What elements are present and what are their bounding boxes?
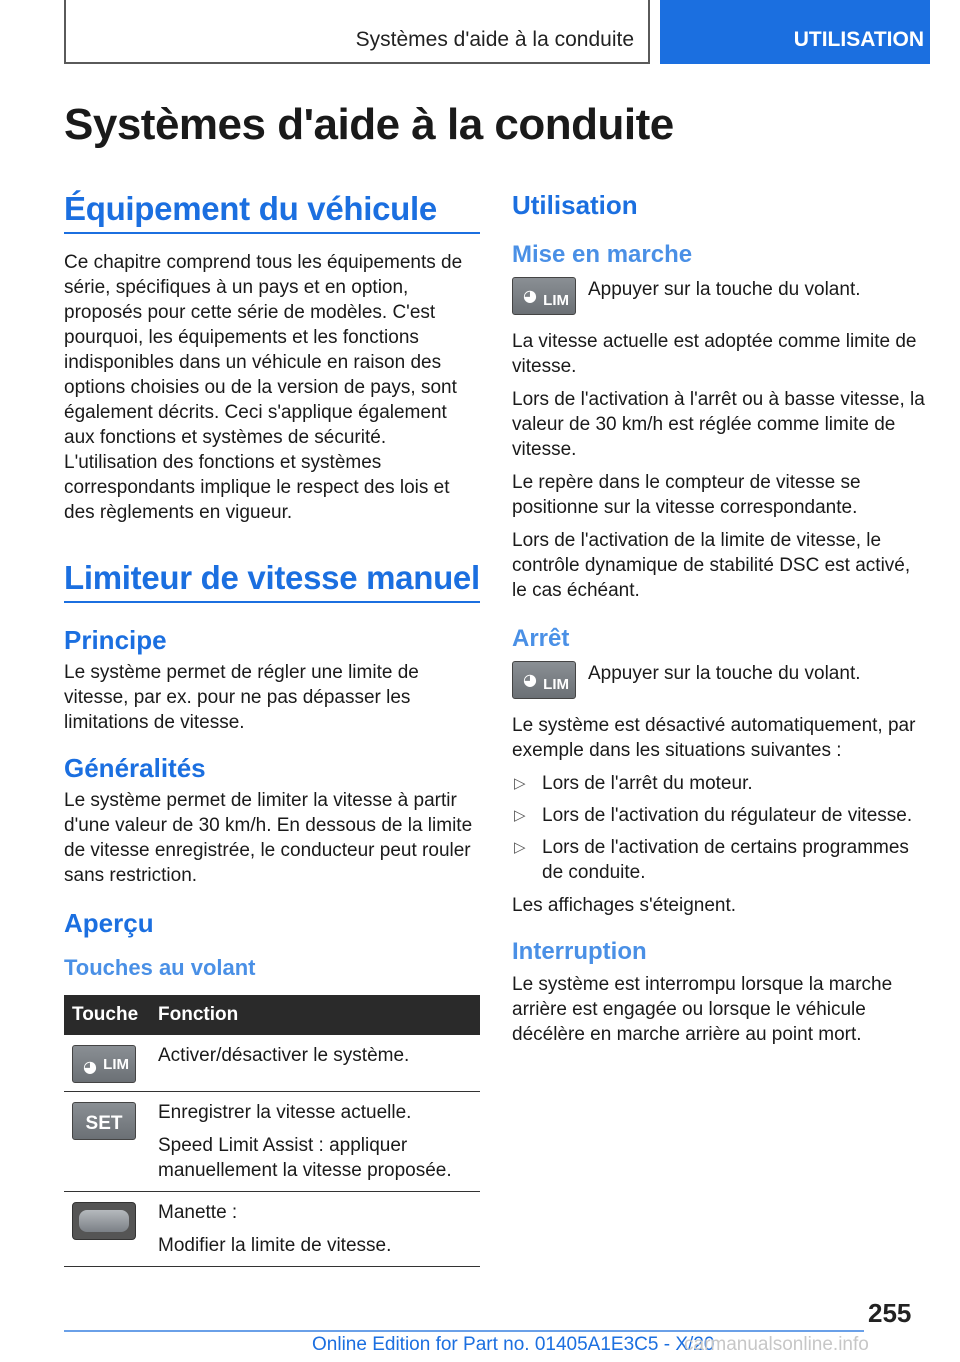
table-header-row (64, 995, 480, 1035)
footer-edition: Online Edition for Part no. 01405A1E3C5 - X/20 (312, 1334, 715, 1355)
general-text: Le système permet de limiter la vitesse à partir d'une valeur de 30 km/h. En dessous de la limite de vitesse enregistrée, le conducteur peut rouler sans restriction. (64, 790, 473, 886)
principe-text: Le système permet de régler une limite de vitesse, par ex. pour ne pas dépasser les limitations de vitesse. (64, 662, 419, 733)
start-text-4: Lors de l'activation de la limite de vitesse, le contrôle dynamique de stabilité DSC est activé, le cas échéant. (512, 530, 911, 601)
apercu-heading: Aperçu (64, 908, 154, 938)
general-heading: Généralités (64, 753, 206, 783)
right-column (512, 190, 930, 1047)
limiter-heading: Limiteur de vitesse manuel (64, 559, 480, 603)
row-function-text: Manette : (158, 1202, 238, 1223)
principe-heading: Principe (64, 625, 167, 655)
col-touche-header: Touche (64, 995, 150, 1035)
start-heading: Mise en marche (512, 241, 693, 268)
set-button-icon: SET (72, 1102, 136, 1140)
left-column (64, 190, 480, 1267)
footer-divider (64, 1330, 864, 1332)
stop-heading: Arrêt (512, 625, 570, 652)
stop-text-1: Le système est désactivé automatiquement, par exemple dans les situations suivantes : (512, 715, 916, 761)
start-action (512, 277, 930, 315)
touches-heading: Touches au volant (64, 955, 256, 980)
stop-action-text: Appuyer sur la touche du volant. (588, 663, 861, 684)
list-item: ▷ Lors de l'activation de certains programmes de conduite. (512, 835, 930, 885)
page-number: 255 (868, 1298, 912, 1328)
col-fonction-header: Fonction (150, 995, 480, 1035)
rocker-switch-icon (72, 1202, 136, 1240)
speedometer-icon: ◕ (83, 1057, 97, 1076)
start-text-2: Lors de l'activation à l'arrêt ou à basse vitesse, la valeur de 30 km/h est réglée comme limite de vitesse. (512, 389, 925, 460)
lim-button-icon: ◕ LIM (72, 1045, 136, 1083)
list-item: ▷ Lors de l'activation du régulateur de vitesse. (512, 803, 930, 828)
row-function-text: Enregistrer la vitesse actuelle. (158, 1102, 412, 1123)
row-function-text: Activer/désactiver le système. (158, 1045, 410, 1066)
interrupt-heading: Interruption (512, 938, 647, 965)
stop-action (512, 661, 930, 699)
stop-conditions-list (512, 771, 930, 885)
row-function-text: Modifier la limite de vitesse. (158, 1235, 392, 1256)
interrupt-text: Le système est interrompu lorsque la marche arrière est engagée ou lorsque le véhicule décélère en marche arrière au point mort. (512, 974, 893, 1045)
list-item: ▷ Lors de l'arrêt du moteur. (512, 771, 930, 796)
equipment-text: Ce chapitre comprend tous les équipements de série, spécifiques à un pays et en option, proposés pour cette série de modèles. C'est pourquoi, les équipements et les fonctions indisponibles dans un véhicule en raison des options choisies ou de la version de pays, sont également décrits. Ceci s'applique également aux fonctions et systèmes de sécurité. L'utilisation des fonctions et systèmes correspondants implique le respect des lois et des règlements en vigueur. (64, 252, 463, 523)
start-text-3: Le repère dans le compteur de vitesse se positionne sur la vitesse correspondante. (512, 472, 861, 518)
lim-button-icon: ◕ LIM (512, 661, 576, 699)
keys-table (64, 995, 480, 1267)
stop-text-2: Les affichages s'éteignent. (512, 895, 737, 916)
table-row (64, 1035, 480, 1092)
speedometer-icon: ◕ (523, 286, 537, 305)
lim-button-icon: ◕ LIM (512, 277, 576, 315)
speedometer-icon: ◕ (523, 670, 537, 689)
usage-heading: Utilisation (512, 190, 638, 220)
page-header (64, 0, 930, 66)
header-chapter-tab[interactable]: UTILISATION (660, 0, 930, 64)
equipment-heading: Équipement du véhicule (64, 190, 480, 234)
start-action-text: Appuyer sur la touche du volant. (588, 279, 861, 300)
row-function-text: Speed Limit Assist : appliquer manuellement la vitesse proposée. (158, 1135, 452, 1181)
table-row (64, 1192, 480, 1267)
footer-watermark[interactable]: carmanualsonline.info (684, 1334, 869, 1355)
page-title: Systèmes d'aide à la conduite (64, 100, 674, 149)
start-text-1: La vitesse actuelle est adoptée comme limite de vitesse. (512, 331, 917, 377)
header-section-title: Systèmes d'aide à la conduite (64, 0, 650, 64)
table-row (64, 1092, 480, 1192)
